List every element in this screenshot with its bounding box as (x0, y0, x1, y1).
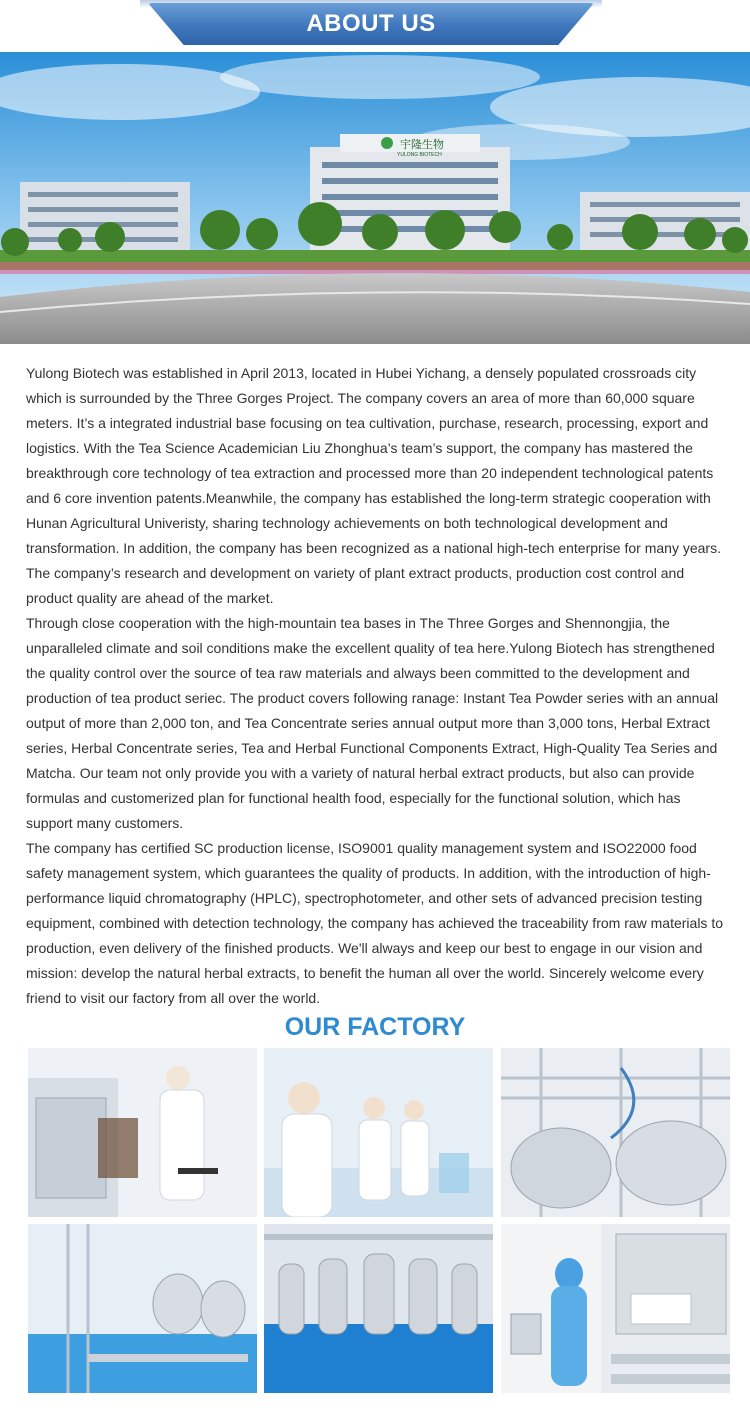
about-us-text (26, 361, 730, 1011)
about-paragraph-1: Yulong Biotech was established in April 2013, located in Hubei Yichang, a densely populated crossroads city which is surrounded by the Three Gorges Project. The company covers an area of more than 60,000 square meters. It’s a integrated industrial base focusing on tea cultivation, purchase, research, processing, export and logistics. With the Tea Science Academician Liu Zhonghua’s team’s support, the company has mastered the breakthrough core technology of tea extraction and processed more than 20 independent technological patents and 6 core invention patents.Meanwhile, the company has established the long-term strategic cooperation with Hunan Agricultural Univeristy, sharing technology achievements on both technological development and transformation. In addition, the company has been recognized as a national high-tech enterprise for many years. The company’s research and development on variety of plant extract products, production cost control and product quality are ahead of the market. (26, 365, 721, 606)
clean-room-worker-photo (501, 1224, 730, 1393)
factory-photo-grid (28, 1048, 730, 1393)
production-line-photo (28, 1224, 257, 1393)
extraction-tanks-photo (501, 1048, 730, 1217)
about-us-title: ABOUT US (306, 10, 436, 37)
our-factory-title: OUR FACTORY (284, 1013, 466, 1041)
company-building-photo (0, 52, 750, 344)
about-paragraph-2: Through close cooperation with the high-mountain tea bases in The Three Gorges and Shennongjia, the unparalleled climate and soil conditions make the excellent quality of tea here.Yulong Biotech has strengthened the quality control over the source of tea raw materials and always been committed to the development and production of tea product seriec. The product covers following ranage: Instant Tea Powder series with an annual output of more than 2,000 ton, and Tea Concentrate series annual output more than 3,000 tons, Herbal Extract series, Herbal Concentrate series, Tea and Herbal Functional Components Extract, High-Quality Tea Series and Matcha. Our team not only provide you with a variety of natural herbal extract products, but also can provide formulas and customerized plan for functional health food, especially for the functional solution, which has support many customers. (26, 615, 719, 831)
lab-incubator-photo (28, 1048, 257, 1217)
sign-en: YULONG BIOTECH (397, 152, 442, 158)
about-us-header (0, 0, 750, 52)
blue-floor-tanks-photo (264, 1224, 493, 1393)
about-paragraph-3: The company has certified SC production license, ISO9001 quality management system and ISO22000 food safety management system, which guarantees the quality of products. In addition, with the introduction of high-performance liquid chromatography (HPLC), spectrophotometer, and other sets of advanced precision testing equipment, combined with detection technology, the company has achieved the traceability from raw materials to production, even delivery of the finished products. We'll always and keep our best to engage in our vision and mission: develop the natural herbal extracts, to benefit the human all over the world. Sincerely welcome every friend to visit our factory from all over the world. (26, 840, 723, 1006)
lab-technicians-photo (264, 1048, 493, 1217)
sign-cn: 宇隆生物 (400, 138, 444, 151)
